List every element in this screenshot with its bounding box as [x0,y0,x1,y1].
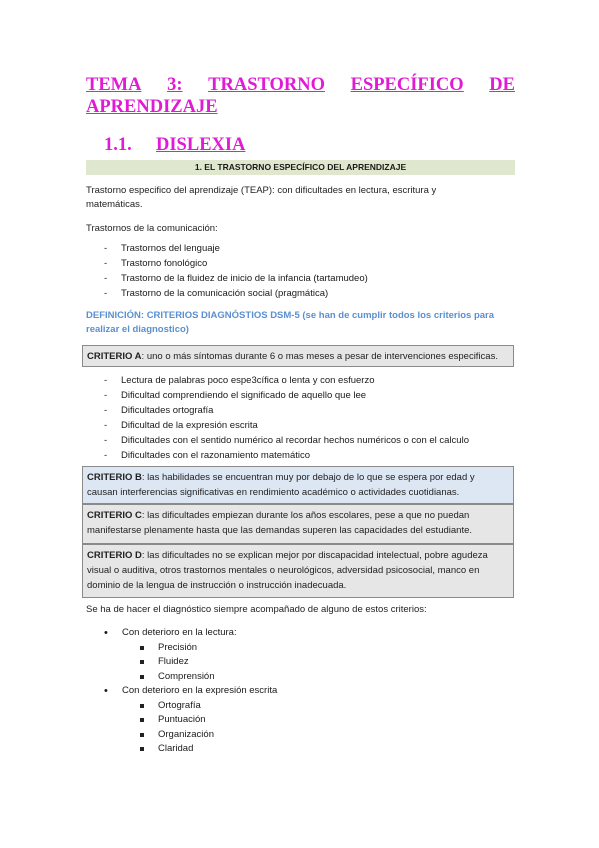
definition-heading [86,309,526,337]
criterio-a-box [82,345,514,367]
sub-list [122,699,277,757]
title-word: ESPECÍFICO [350,75,464,95]
list-item: - Dificultades con el sentido numérico al recordar hechos numéricos o con el calculo [104,433,469,448]
comm-heading: Trastornos de la comunicación: [86,223,218,234]
criterio-text: : uno o más síntomas durante 6 o mas meses a pesar de intervenciones especificas. [141,351,498,362]
sub-item: Precisión [140,641,277,656]
sub-list [122,641,277,685]
symptom-list [104,373,469,463]
criterio-text: : las habilidades se encuentran muy por debajo de lo que se espera por edad y [141,472,475,483]
list-item: - Dificultad de la expresión escrita [104,418,469,433]
section-heading [104,134,245,156]
intro-line: Trastorno especifico del aprendizaje (TEAP): con dificultades en lectura, escritura y [86,185,437,196]
criterio-text: dominio de la lengua de instrucción o instrucción inadecuada. [87,580,347,591]
title-word: TRASTORNO [208,75,325,95]
list-item: - Trastornos del lenguaje [104,241,368,256]
criterio-text: : las dificultades no se explican mejor por discapacidad intelectual, pobre agudeza [141,550,488,561]
criterio-c-box [82,504,514,544]
sub-item: Claridad [140,742,277,757]
criterio-text: visual o auditiva, otros trastornos mentales o neurológicos, adversidad psicosocial, manco en [87,565,480,576]
list-item: - Dificultades ortografía [104,403,469,418]
title-word: TEMA [86,75,142,95]
list-item: - Dificultades con el razonamiento matemático [104,448,469,463]
sub-item: Fluidez [140,655,277,670]
criterio-text: causan interferencias significativas en rendimiento académico o actividades cuotidianas. [87,487,460,498]
definition-line: DEFINICIÓN: CRITERIOS DIAGNÓSTIOS DSM-5 (se han de cumplir todos los criterios para [86,310,495,321]
intro-paragraph [86,184,436,212]
title-word: 3: [167,75,183,95]
section-number: 1.1. [104,135,132,155]
definition-line: realizar el diagnostico) [86,324,189,335]
criterio-label: CRITERIO A [87,351,142,362]
criterio-text: : las dificultades empiezan durante los años escolares, pese a que no puedan [141,510,470,521]
title-word: DE [489,75,515,95]
subsection-bar: 1. EL TRASTORNO ESPECÍFICO DEL APRENDIZAJE [86,160,515,175]
list-item: - Trastorno fonológico [104,256,368,271]
sub-item: Comprensión [140,670,277,685]
section-title: DISLEXIA [156,135,246,155]
criterio-label: CRITERIO D [87,550,142,561]
list-item: - Lectura de palabras poco espe3cífica o lenta y con esfuerzo [104,373,469,388]
page-title [86,74,515,118]
list-item: - Dificultad comprendiendo el significado de aquello que lee [104,388,469,403]
criterio-d-box [82,544,514,598]
list-item: - Trastorno de la comunicación social (pragmática) [104,286,368,301]
criterio-b-box [82,466,514,504]
bullet-item [104,684,277,757]
bullet-item [104,626,277,684]
sub-item: Organización [140,728,277,743]
list-item: - Trastorno de la fluidez de inicio de la infancia (tartamudeo) [104,271,368,286]
criteria-list [104,626,277,757]
sub-item: Ortografía [140,699,277,714]
comm-list [104,241,368,301]
sub-item: Puntuación [140,713,277,728]
intro-line: matemáticas. [86,199,143,210]
criterio-label: CRITERIO C [87,510,142,521]
bullet-label: Con deterioro en la lectura: [122,627,237,638]
criterio-text: manifestarse plenamente hasta que las demandas superen las capacidades del estudiante. [87,525,473,536]
criterio-label: CRITERIO B [87,472,142,483]
title-line2: APRENDIZAJE [86,97,218,117]
bullet-label: Con deterioro en la expresión escrita [122,685,278,696]
diagnosis-line: Se ha de hacer el diagnóstico siempre acompañado de alguno de estos criterios: [86,604,427,615]
